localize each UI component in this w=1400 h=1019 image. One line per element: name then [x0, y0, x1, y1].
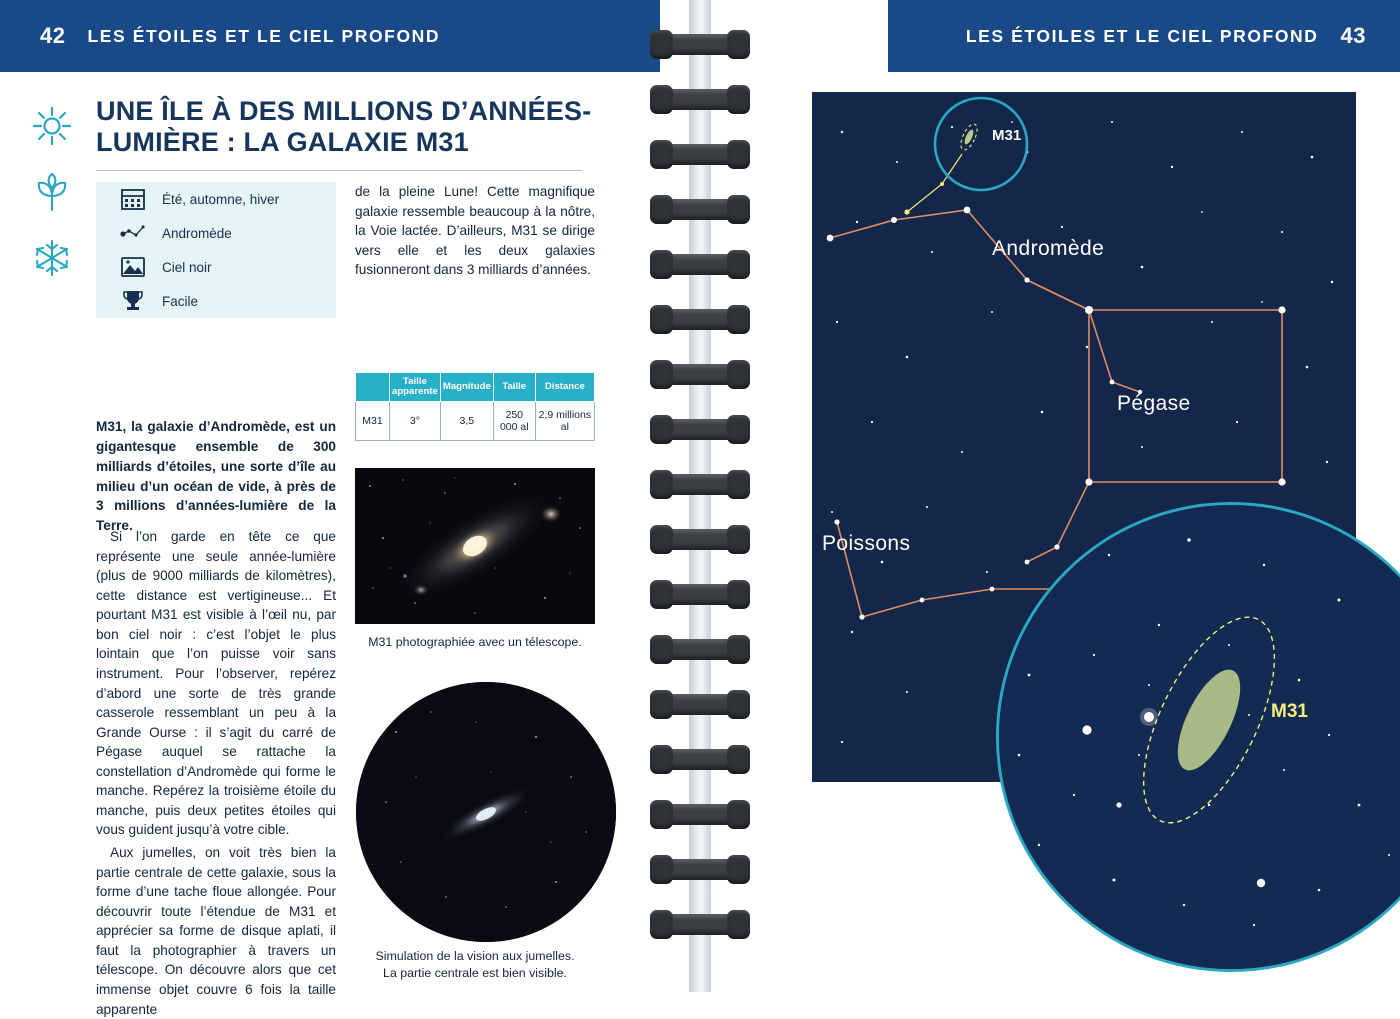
left-page — [0, 72, 660, 1017]
info-row — [96, 182, 336, 216]
constellation-label-pegase: Pégase — [1117, 392, 1191, 415]
lead-paragraph: M31, la galaxie d’Andromède, est un gigantesque ensemble de 300 milliards d’étoiles, une sorte d’île au milieu d’un océan de vide, à près de 3 millions d’années-lumière de la Terre. — [96, 419, 336, 534]
table-cell: M31 — [356, 402, 390, 441]
info-row — [96, 216, 336, 250]
m31-label-large: M31 — [1271, 701, 1308, 722]
page-number-right: 43 — [1340, 23, 1366, 48]
table-header-row — [356, 373, 595, 402]
binocular-caption — [340, 948, 610, 981]
article-title-block — [96, 96, 596, 171]
paragraph: Aux jumelles, on voit très bien la partie centrale de cette galaxie, sous la forme d’une tache floue allongée. Pour découvrir toute l’étendue de M31 et apprécier sa forme de disque aplati, il faut la photographier à travers un télescope. On découvre alors que cet immense objet couvre 6 fois la taille apparente — [96, 845, 336, 1017]
body-text — [96, 527, 336, 1019]
info-row-label: Facile — [162, 293, 199, 309]
table-cell: 2,9 millions al — [535, 402, 594, 441]
paragraph: Si l’on garde en tête ce que représente une seule année-lumière (plus de 9000 milliards de kilomètres), cette distance est vertigineuse... Et pourtant M31 est visible à l’œil nu, par bon ciel noir : c’est l’objet le plus lointain que l’on puisse voir sans instrument. Pour l’observer, repérez d’abord une sorte de très grande casserole ressemblant un peu à la Grande Ourse : il s’agit du carré de Pégase auquel se rattache la constellation d’Andromède qui forme le manche. Repérez la troisième étoile du manche, puis deux petites étoiles qui vous guident jusqu’à votre cible. — [96, 529, 336, 838]
table-header-cell: Taille apparente — [389, 373, 440, 402]
table-header-cell: Distance — [535, 373, 594, 402]
header-right — [888, 0, 1400, 72]
table-cell: 3° — [389, 402, 440, 441]
dark-sky-icon — [120, 254, 146, 280]
constellation-label-poissons: Poissons — [822, 532, 911, 555]
spiral-rings — [650, 0, 760, 992]
info-row-label: Ciel noir — [162, 259, 212, 275]
constellation-label-andromede: Andromède — [992, 237, 1105, 260]
binocular-caption-line1: Simulation de la vision aux jumelles. — [375, 949, 575, 963]
header-left — [0, 0, 660, 72]
binocular-simulation-image — [356, 682, 616, 942]
table-row — [356, 402, 595, 441]
page-title: UNE ÎLE À DES MILLIONS D’ANNÉES-LUMIÈRE : LA GALAXIE M31 — [96, 96, 592, 157]
info-row — [96, 284, 336, 318]
right-page — [822, 72, 1400, 992]
leaf-icon — [30, 170, 74, 214]
table-header-cell — [356, 373, 390, 402]
sun-icon — [30, 104, 74, 148]
info-box — [96, 182, 336, 318]
constellation-icon — [120, 220, 146, 246]
page-number-left: 42 — [40, 23, 66, 48]
object-data-table — [355, 372, 595, 441]
m31-label-small: M31 — [992, 127, 1022, 144]
table-cell: 3,5 — [440, 402, 493, 441]
binocular-caption-line2: La partie centrale est bien visible. — [383, 965, 567, 980]
info-row-label: Été, automne, hiver — [162, 191, 280, 207]
info-row — [96, 250, 336, 284]
trophy-icon — [120, 288, 146, 314]
header-title-right: LES ÉTOILES ET LE CIEL PROFOND — [965, 25, 1319, 46]
title-divider — [96, 170, 582, 171]
season-icon-group — [30, 104, 78, 302]
table-header-cell: Taille — [493, 373, 535, 402]
table-header-cell: Magnitude — [440, 373, 493, 402]
m31-telescope-photo — [355, 468, 595, 624]
intro-paragraph: de la pleine Lune! Cette magnifique galaxie ressemble beaucoup à la nôtre, la Voie lactée. D’ailleurs, M31 se dirige vers elle et les deux galaxies fusionneront dans 3 milliards d’années. — [355, 184, 595, 278]
table-cell: 250 000 al — [493, 402, 535, 441]
snowflake-icon — [30, 236, 74, 280]
header-title-left: LES ÉTOILES ET LE CIEL PROFOND — [87, 25, 441, 46]
photo-caption: M31 photographiée avec un télescope. — [368, 635, 582, 649]
calendar-icon — [120, 186, 146, 212]
info-row-label: Andromède — [162, 225, 232, 241]
